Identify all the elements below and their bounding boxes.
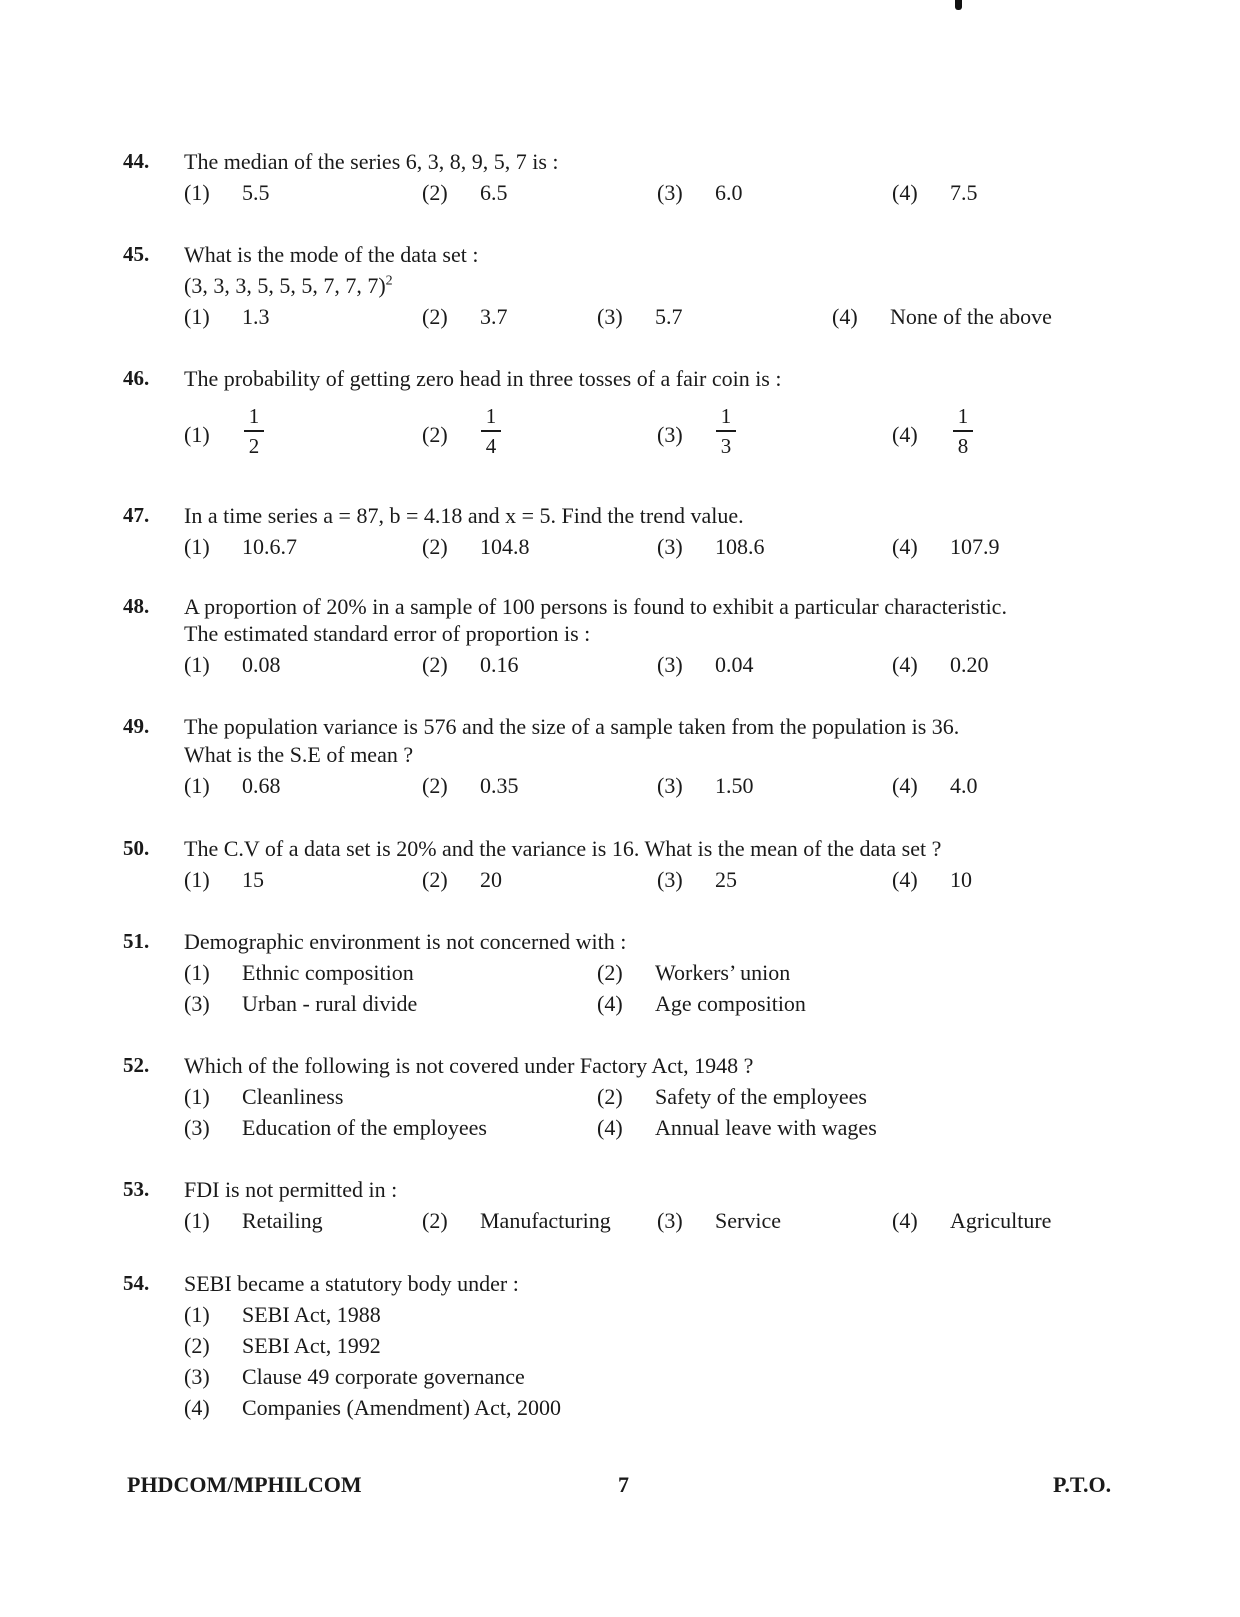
page-number: 7 xyxy=(618,1472,629,1497)
exponent: 2 xyxy=(385,273,393,289)
option-2: (2) Workers’ union xyxy=(597,960,791,985)
question-text: Which of the following is not covered under Factory Act, 1948 ? xyxy=(184,1053,754,1078)
question-number: 53. xyxy=(123,1177,150,1201)
question-number: 46. xyxy=(123,366,150,390)
option-3-fraction: 1 3 xyxy=(716,403,736,459)
paper-code: PHDCOM/MPHILCOM xyxy=(127,1472,362,1497)
option-2: (2) 6.5 xyxy=(422,180,508,205)
question-number: 48. xyxy=(123,594,150,618)
option-1: (1) SEBI Act, 1988 xyxy=(184,1302,381,1327)
option-4: (4) 0.20 xyxy=(892,652,989,677)
option-3: (3) 6.0 xyxy=(657,180,743,205)
option-2: (2) 3.7 xyxy=(422,304,508,329)
option-2: (2) Safety of the employees xyxy=(597,1084,867,1109)
option-3: (3) Service xyxy=(657,1208,781,1233)
option-4: (4) None of the above xyxy=(832,304,1052,329)
question-text: The probability of getting zero head in three tosses of a fair coin is : xyxy=(184,366,782,391)
pto-label: P.T.O. xyxy=(1053,1472,1112,1497)
option-4: (4) Companies (Amendment) Act, 2000 xyxy=(184,1395,561,1420)
option-4: (4) 10 xyxy=(892,867,972,892)
option-4: (4) 4.0 xyxy=(892,773,978,798)
option-1: (1) 5.5 xyxy=(184,180,270,205)
option-4-label: (4) xyxy=(892,422,918,447)
question-number: 45. xyxy=(123,242,150,266)
option-1: (1) 1.3 xyxy=(184,304,270,329)
option-1: (1) Retailing xyxy=(184,1208,323,1233)
question-number: 49. xyxy=(123,714,150,738)
option-1: (1) 0.08 xyxy=(184,652,281,677)
option-1: (1) 15 xyxy=(184,867,264,892)
question-text: What is the mode of the data set : xyxy=(184,242,479,267)
option-2: (2) 0.16 xyxy=(422,652,519,677)
option-2: (2) 20 xyxy=(422,867,502,892)
question-text: The median of the series 6, 3, 8, 9, 5, 7 is : xyxy=(184,149,559,174)
option-1: (1) Cleanliness xyxy=(184,1084,344,1109)
option-2: (2) 0.35 xyxy=(422,773,519,798)
question-text: In a time series a = 87, b = 4.18 and x = 5. Find the trend value. xyxy=(184,503,744,528)
option-2: (2) SEBI Act, 1992 xyxy=(184,1333,381,1358)
option-3: (3) 108.6 xyxy=(657,534,765,559)
option-2-fraction: 1 4 xyxy=(481,403,501,459)
question-number: 50. xyxy=(123,836,150,860)
option-4: (4) 107.9 xyxy=(892,534,1000,559)
option-4: (4) Agriculture xyxy=(892,1208,1052,1233)
option-1: (1) Ethnic composition xyxy=(184,960,414,985)
question-number: 44. xyxy=(123,149,150,173)
question-text: SEBI became a statutory body under : xyxy=(184,1271,519,1296)
option-1-fraction: 1 2 xyxy=(244,403,264,459)
question-number: 52. xyxy=(123,1053,150,1077)
question-number: 47. xyxy=(123,503,150,527)
question-text: Demographic environment is not concerned with : xyxy=(184,929,627,954)
option-3: (3) Urban - rural divide xyxy=(184,991,418,1016)
option-2-label: (2) xyxy=(422,422,448,447)
question-text: FDI is not permitted in : xyxy=(184,1177,398,1202)
option-4-fraction: 1 8 xyxy=(953,403,973,459)
option-3: (3) Clause 49 corporate governance xyxy=(184,1364,525,1389)
option-3: (3) 5.7 xyxy=(597,304,683,329)
option-3: (3) 25 xyxy=(657,867,737,892)
option-1: (1) 10.6.7 xyxy=(184,534,297,559)
question-text: The C.V of a data set is 20% and the variance is 16. What is the mean of the data set ? xyxy=(184,836,942,861)
option-2: (2) Manufacturing xyxy=(422,1208,611,1233)
question-text-2: The estimated standard error of proportion is : xyxy=(184,621,591,646)
option-3: (3) 0.04 xyxy=(657,652,754,677)
option-4: (4) Age composition xyxy=(597,991,806,1016)
option-1: (1) 0.68 xyxy=(184,773,281,798)
question-text-2: What is the S.E of mean ? xyxy=(184,742,414,767)
option-2: (2) 104.8 xyxy=(422,534,530,559)
option-3: (3) Education of the employees xyxy=(184,1115,487,1140)
question-data-set: (3, 3, 3, 5, 5, 5, 7, 7, 7)$^2$ xyxy=(184,273,393,298)
question-text: The population variance is 576 and the size of a sample taken from the population is 36. xyxy=(184,714,960,739)
option-4: (4) 7.5 xyxy=(892,180,978,205)
question-number: 51. xyxy=(123,929,150,953)
option-3-label: (3) xyxy=(657,422,683,447)
option-1-label: (1) xyxy=(184,422,210,447)
question-text: A proportion of 20% in a sample of 100 persons is found to exhibit a particular characteristic. xyxy=(184,594,1007,619)
option-3: (3) 1.50 xyxy=(657,773,754,798)
question-number: 54. xyxy=(123,1271,150,1295)
option-4: (4) Annual leave with wages xyxy=(597,1115,877,1140)
scan-mark xyxy=(955,0,962,10)
